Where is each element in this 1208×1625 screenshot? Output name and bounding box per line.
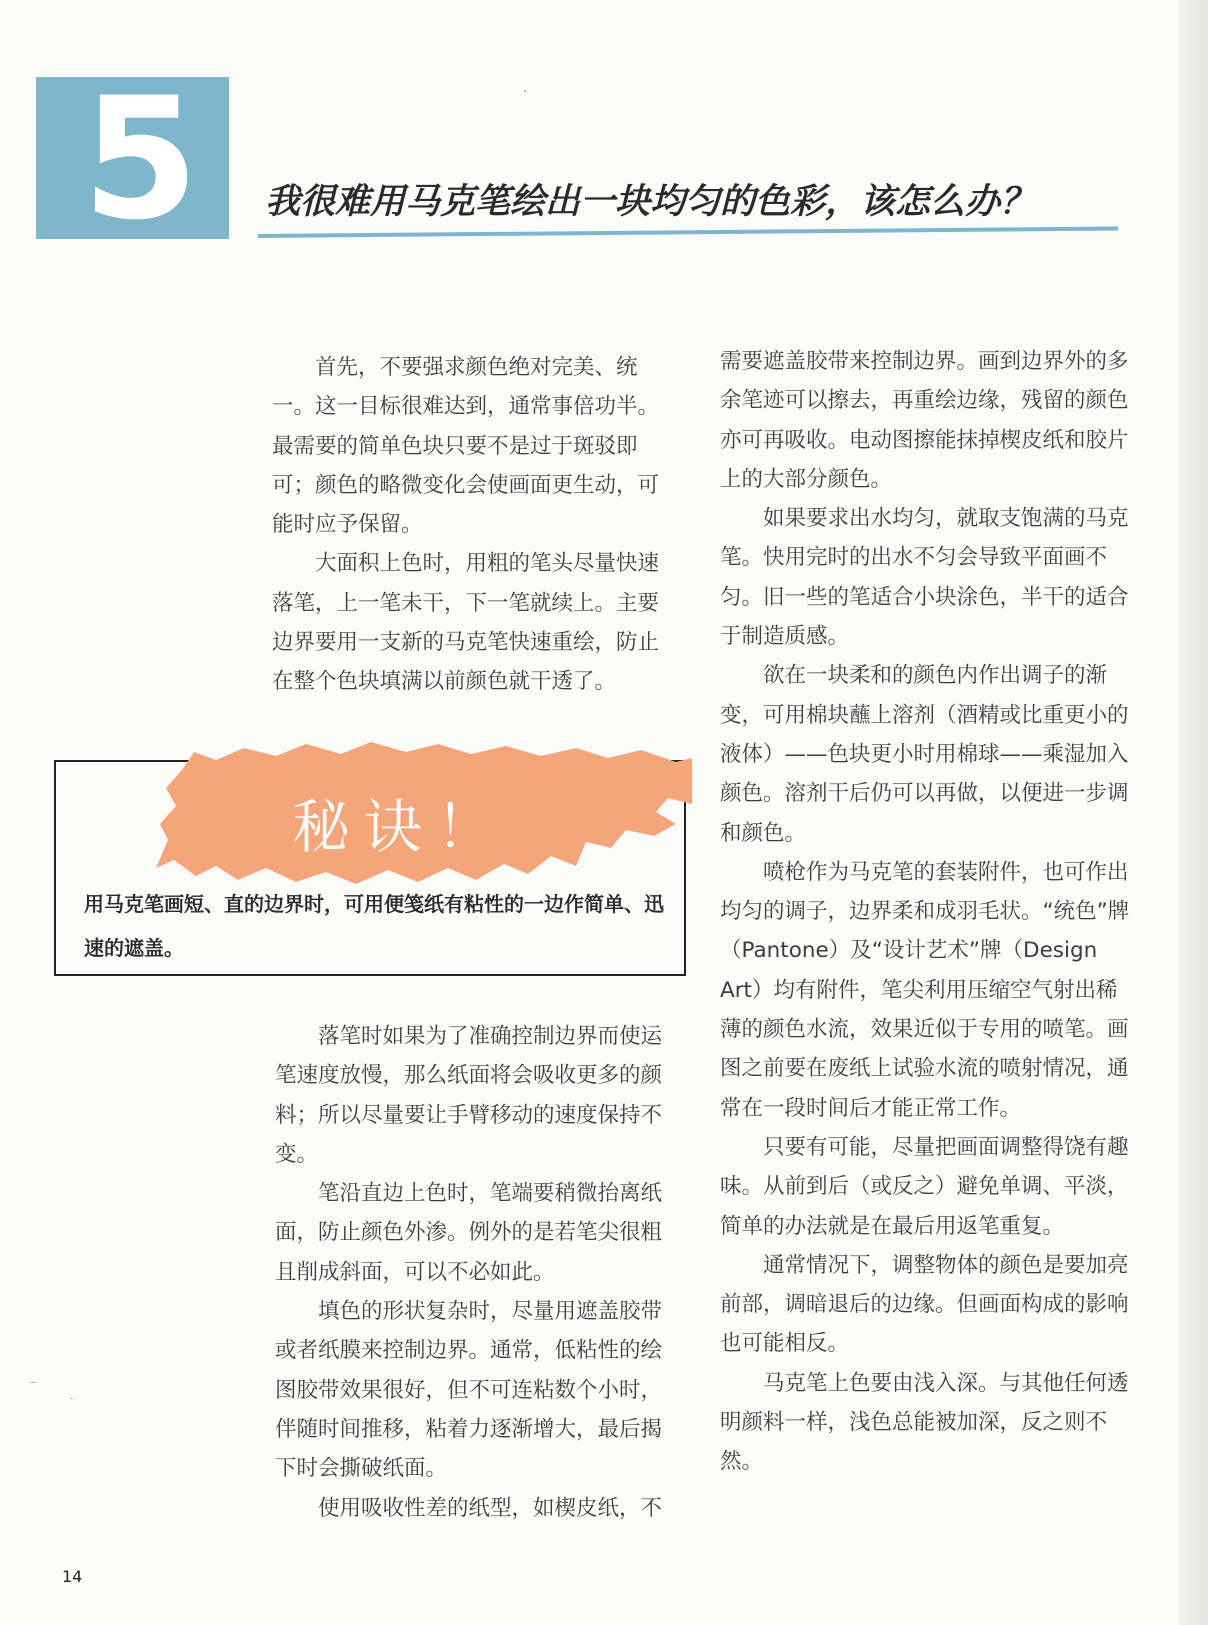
- paragraph: 大面积上色时，用粗的笔头尽量快速落笔，上一笔未干，下一笔就续上。主要边界要用一支新的马克笔快速重绘，防止在整个色块填满以前颜色就干透了。: [272, 551, 660, 695]
- scan-speck: [70, 1398, 73, 1399]
- paragraph: 使用吸收性差的纸型，如楔皮纸，不: [318, 1495, 663, 1521]
- page-number: 14: [62, 1567, 83, 1586]
- paragraph: 只要有可能，尽量把画面调整得饶有趣味。从前到后（或反之）避免单调、平淡，简单的办法就是在最后用返笔重复。: [720, 1134, 1129, 1239]
- scan-speck: [30, 1382, 36, 1383]
- paragraph: 马克笔上色要由浅入深。与其他任何透明颜料一样，浅色总能被加深，反之则不然。: [720, 1370, 1129, 1475]
- page-edge-shadow: [1178, 0, 1208, 1625]
- paragraph: 笔沿直边上色时，笔端要稍微抬离纸面，防止颜色外渗。例外的是若笔尖很粗且削成斜面，可以不必如此。: [275, 1181, 663, 1285]
- left-column-bottom: [275, 1017, 683, 1528]
- tip-title: 秘诀！: [292, 793, 509, 861]
- chapter-number: 5: [82, 61, 195, 257]
- paragraph: 欲在一块柔和的颜色内作出调子的渐变，可用棉块蘸上溶剂（酒精或比重更小的液体）——色块更小时用棉球——乘湿加入颜色。溶剂干后仍可以再做，以便进一步调和颜色。: [720, 663, 1129, 846]
- paragraph: 如果要求出水均匀，就取支饱满的马克笔。快用完时的出水不匀会导致平面画不匀。旧一些的笔适合小块涂色，半干的适合于制造质感。: [720, 506, 1129, 650]
- paragraph: 喷枪作为马克笔的套装附件，也可作出均匀的调子，边界柔和成羽毛状。“统色”牌（Pantone）及“设计艺术”牌（Design Art）均有附件，笔尖利用压缩空气射出稀薄的颜色水流，效果近似于专用的喷笔。画图之前要在废纸上试验水流的喷射情况，通常在一段时间后才能正常工作。: [720, 859, 1130, 1121]
- tip-text: 用马克笔画短、直的边界时，可用便笺纸有粘性的一边作简单、迅速的遮盖。: [84, 892, 664, 960]
- paragraph: 落笔时如果为了准确控制边界而使运笔速度放慢，那么纸面将会吸收更多的颜料；所以尽量要让手臂移动的速度保持不变。: [275, 1024, 663, 1167]
- tip-box: [54, 760, 686, 976]
- chapter-title: 我很难用马克笔绘出一块均匀的色彩，该怎么办？: [265, 182, 1036, 222]
- paragraph: 填色的形状复杂时，尽量用遮盖胶带或者纸膜来控制边界。通常，低粘性的绘图胶带效果很好，但不可连粘数个小时，伴随时间推移，粘着力逐渐增大，最后揭下时会撕破纸面。: [275, 1299, 663, 1482]
- paragraph: 首先，不要强求颜色绝对完美、统一。这一目标很难达到，通常事倍功半。最需要的简单色块只要不是过于斑驳即可；颜色的略微变化会使画面更生动，可能时应予保留。: [272, 355, 660, 538]
- paragraph: 通常情况下，调整物体的颜色是要加亮前部，调暗退后的边缘。但画面构成的影响也可能相反。: [720, 1252, 1129, 1357]
- paragraph: 需要遮盖胶带来控制边界。画到边界外的多余笔迹可以擦去，再重绘边缘，残留的颜色亦可再吸收。电动图擦能抹掉楔皮纸和胶片上的大部分颜色。: [720, 349, 1129, 492]
- title-underline: [258, 226, 1118, 238]
- scan-speck: [524, 90, 526, 92]
- left-column-top: [272, 348, 677, 702]
- chapter-number-box: [36, 61, 229, 257]
- right-column: [720, 342, 1130, 1482]
